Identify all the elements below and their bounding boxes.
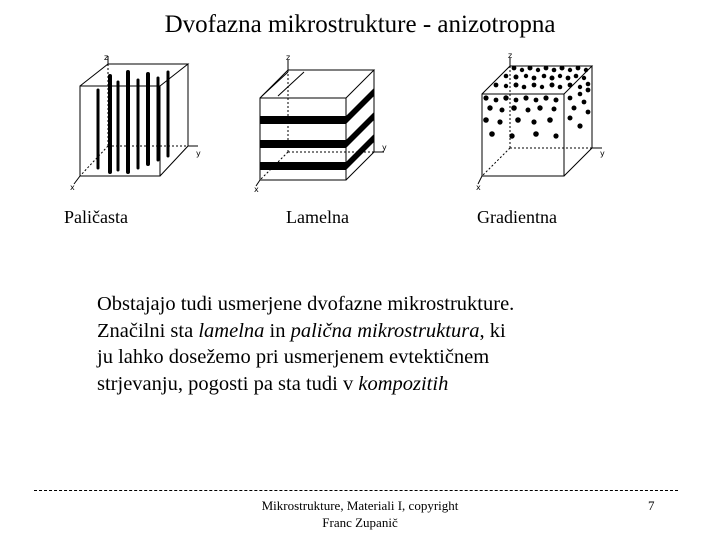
body-text-fragment: Značilni sta [97, 319, 199, 342]
body-line-2 [97, 318, 657, 345]
gradient-microstructure-figure [470, 52, 620, 192]
y-axis-label: y [382, 143, 387, 152]
footer-line-2: Franc Zupanič [322, 515, 398, 530]
body-text-fragment: in [264, 319, 291, 342]
lamellar-microstructure-figure [248, 52, 398, 192]
y-axis-label: y [600, 149, 605, 158]
body-line-1: Obstajajo tudi usmerjene dvofazne mikrostrukture. [97, 293, 515, 315]
italic-term-rod: paličn [290, 319, 342, 342]
footer-line-1: Mikrostrukture, Materiali I, copyright [261, 498, 459, 513]
figure-caption-lamellar: Lamelna [286, 207, 349, 227]
body-line-4 [97, 371, 657, 398]
rod-microstructure-figure [60, 52, 210, 192]
body-paragraph [97, 291, 657, 397]
body-text-fragment: , ki [479, 319, 506, 342]
figure-caption-rod: Paličasta [64, 207, 128, 227]
x-axis-label: x [254, 185, 259, 192]
x-axis-label: x [476, 183, 481, 192]
footer-credits [220, 497, 500, 531]
x-axis-label: x [70, 183, 75, 192]
slide-title: Dvofazna mikrostrukture - anizotropna [164, 11, 556, 38]
body-text-fragment: strjevanju, pogosti pa sta tudi v [97, 372, 359, 395]
z-axis-label: z [508, 52, 513, 60]
figure-caption-gradient: Gradientna [477, 207, 557, 227]
z-axis-label: z [104, 53, 109, 62]
body-line-3: ju lahko dosežemo pri usmerjenem evtektičnem [97, 346, 490, 368]
page-number: 7 [648, 498, 655, 513]
footer-divider [34, 490, 678, 491]
y-axis-label: y [196, 149, 201, 158]
z-axis-label: z [286, 53, 291, 62]
italic-term-microstructure: a mikrostruktura [341, 319, 480, 342]
italic-term-composites: kompozitih [358, 372, 449, 395]
italic-term-lamellar: lamelna [198, 319, 265, 342]
